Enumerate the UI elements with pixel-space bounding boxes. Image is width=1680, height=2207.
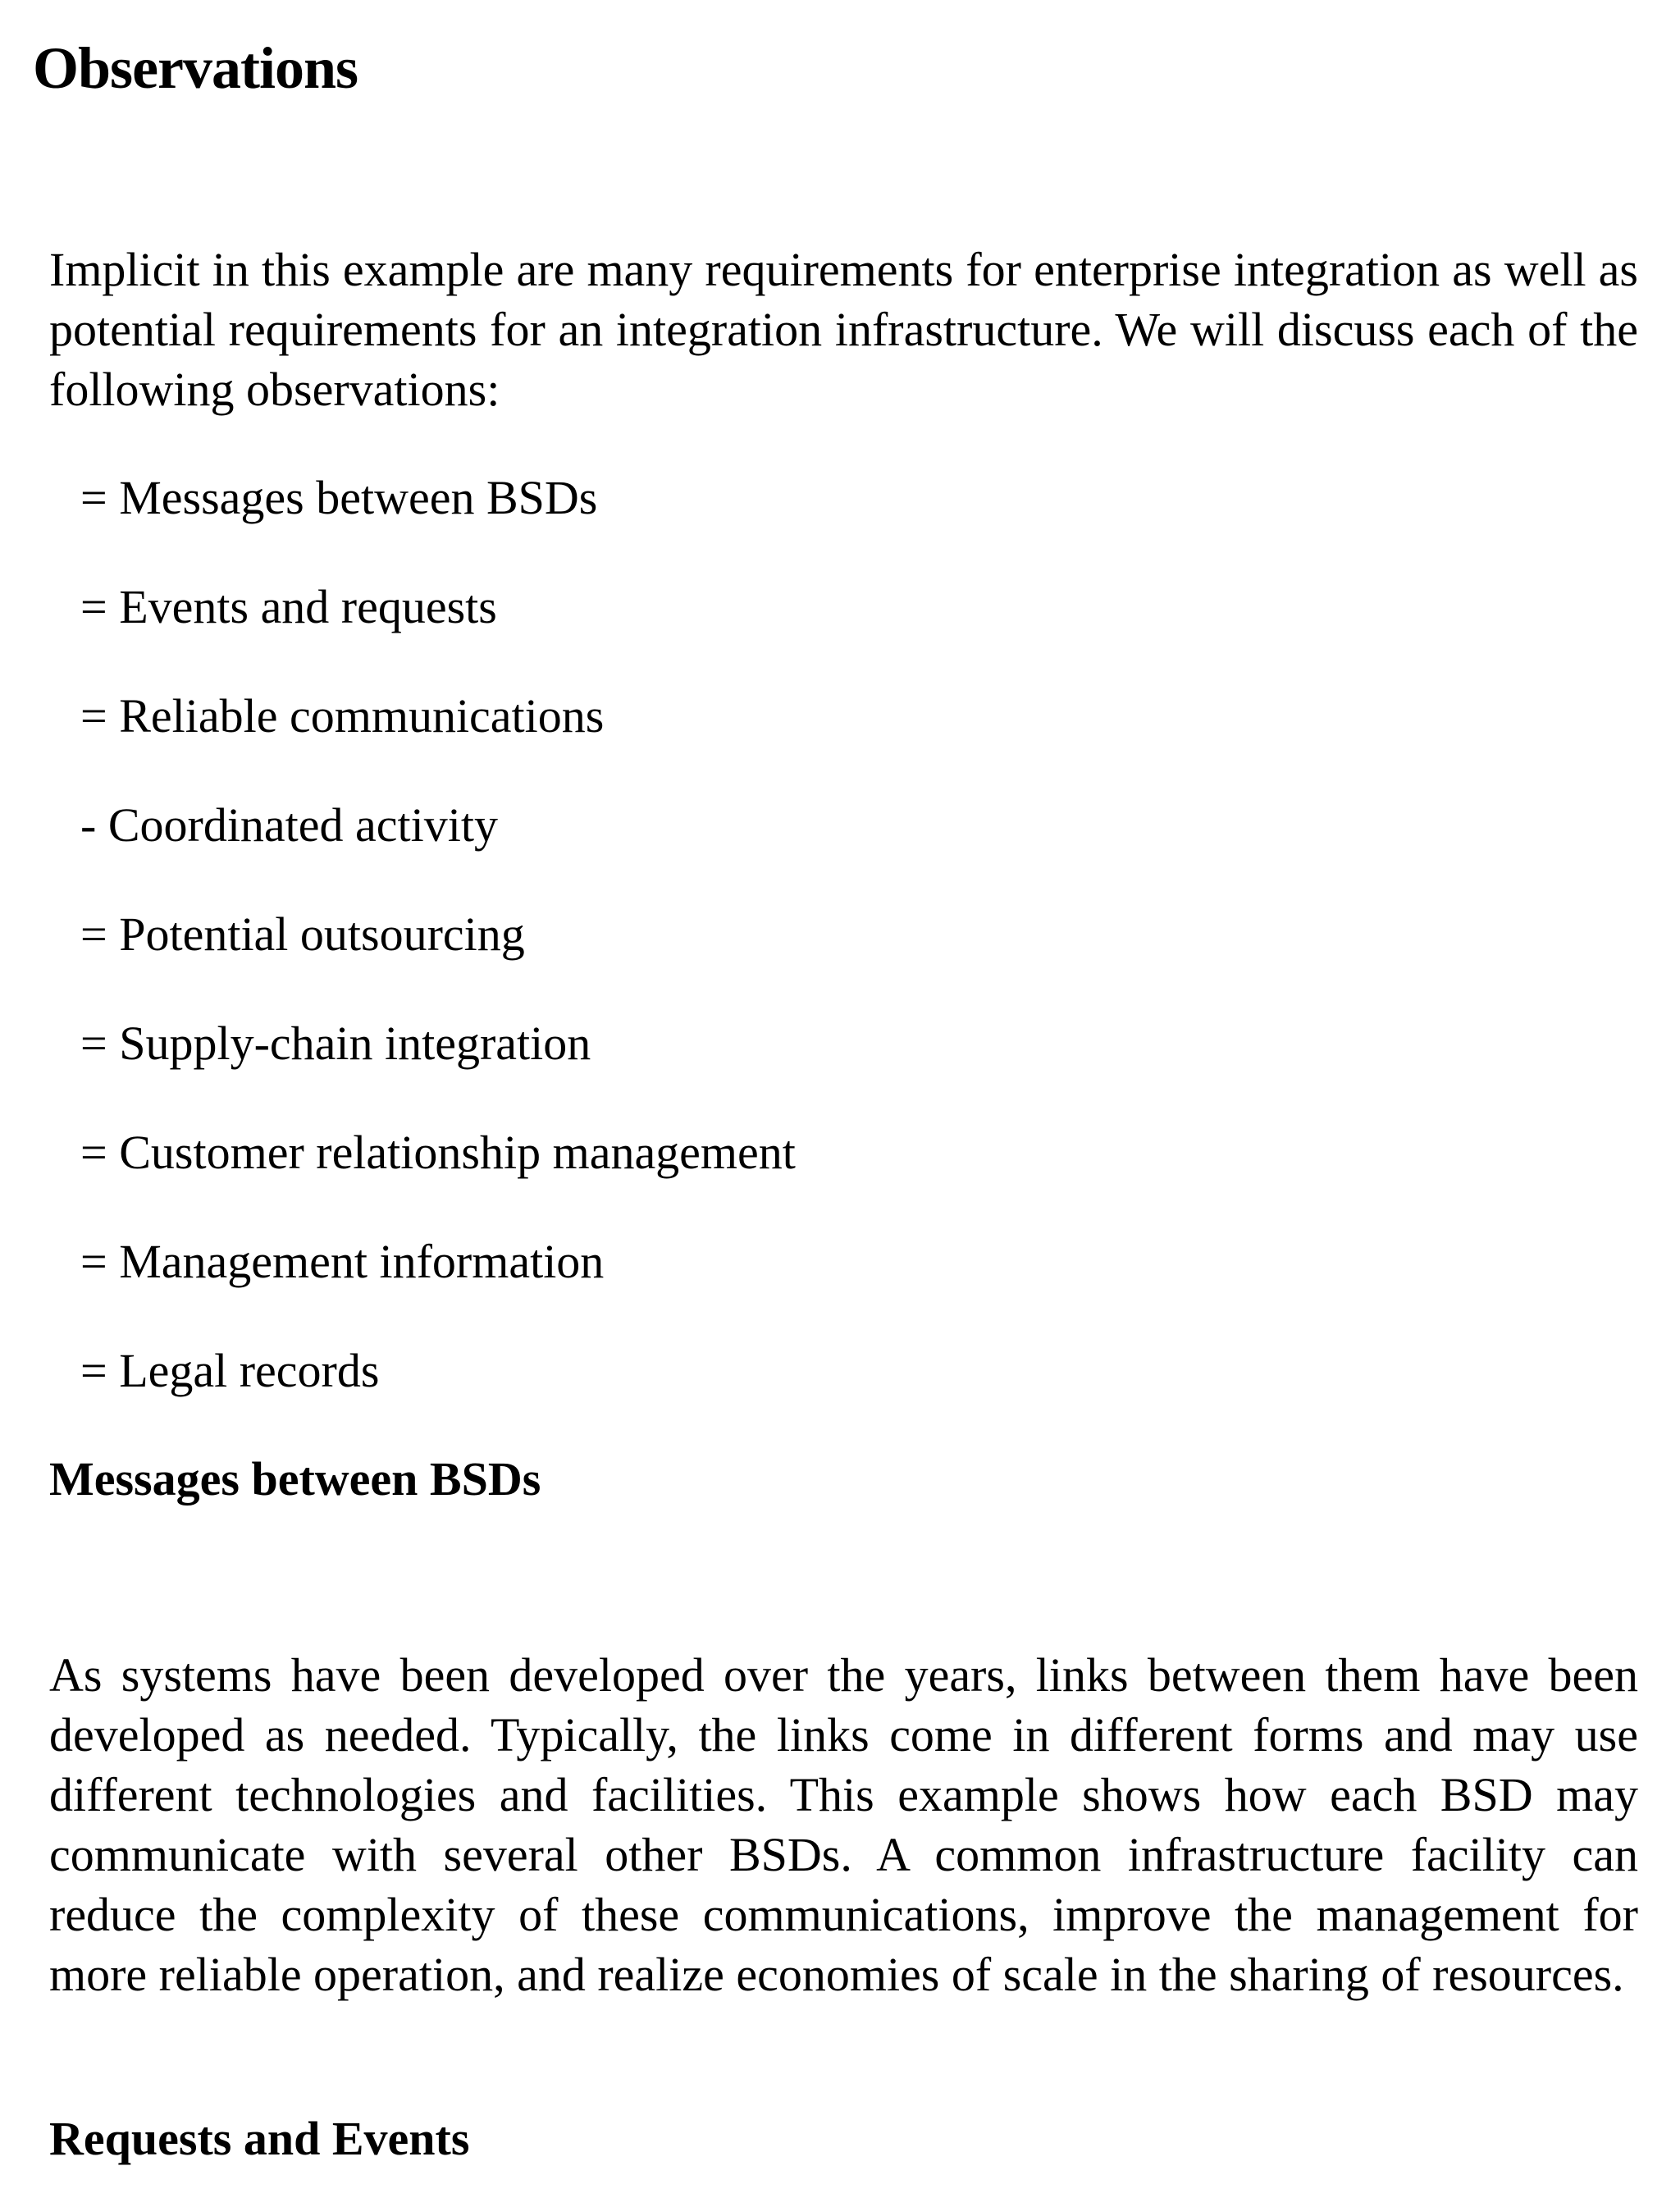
list-item: = Events and requests <box>80 580 497 633</box>
list-item: = Management information <box>80 1235 605 1288</box>
page-title: Observations <box>33 35 358 101</box>
list-item: = Supply-chain integration <box>80 1017 591 1070</box>
observations-list <box>80 468 796 1450</box>
list-item: = Legal records <box>80 1344 380 1397</box>
section-heading-messages: Messages between BSDs <box>49 1452 541 1506</box>
list-item: = Customer relationship management <box>80 1126 796 1179</box>
list-item: = Reliable communications <box>80 689 605 743</box>
list-item: - Coordinated activity <box>80 798 498 852</box>
list-item: = Potential outsourcing <box>80 907 525 961</box>
list-item: = Messages between BSDs <box>80 471 598 524</box>
intro-paragraph: Implicit in this example are many requirements for enterprise integration as well as potential requirements for an integration infrastructure. We will discuss each of the following observations: <box>49 243 1638 416</box>
messages-paragraph: As systems have been developed over the years, links between them have been developed as needed. Typically, the links come in different forms and may use different technologies and facilities. This example shows how each BSD may communicate with several other BSDs. A common infrastructure facility can reduce the complexity of these communications, improve the management for more reliable operation, and realize economies of scale in the sharing of resources. <box>49 1648 1638 2001</box>
section-heading-requests: Requests and Events <box>49 2112 470 2165</box>
